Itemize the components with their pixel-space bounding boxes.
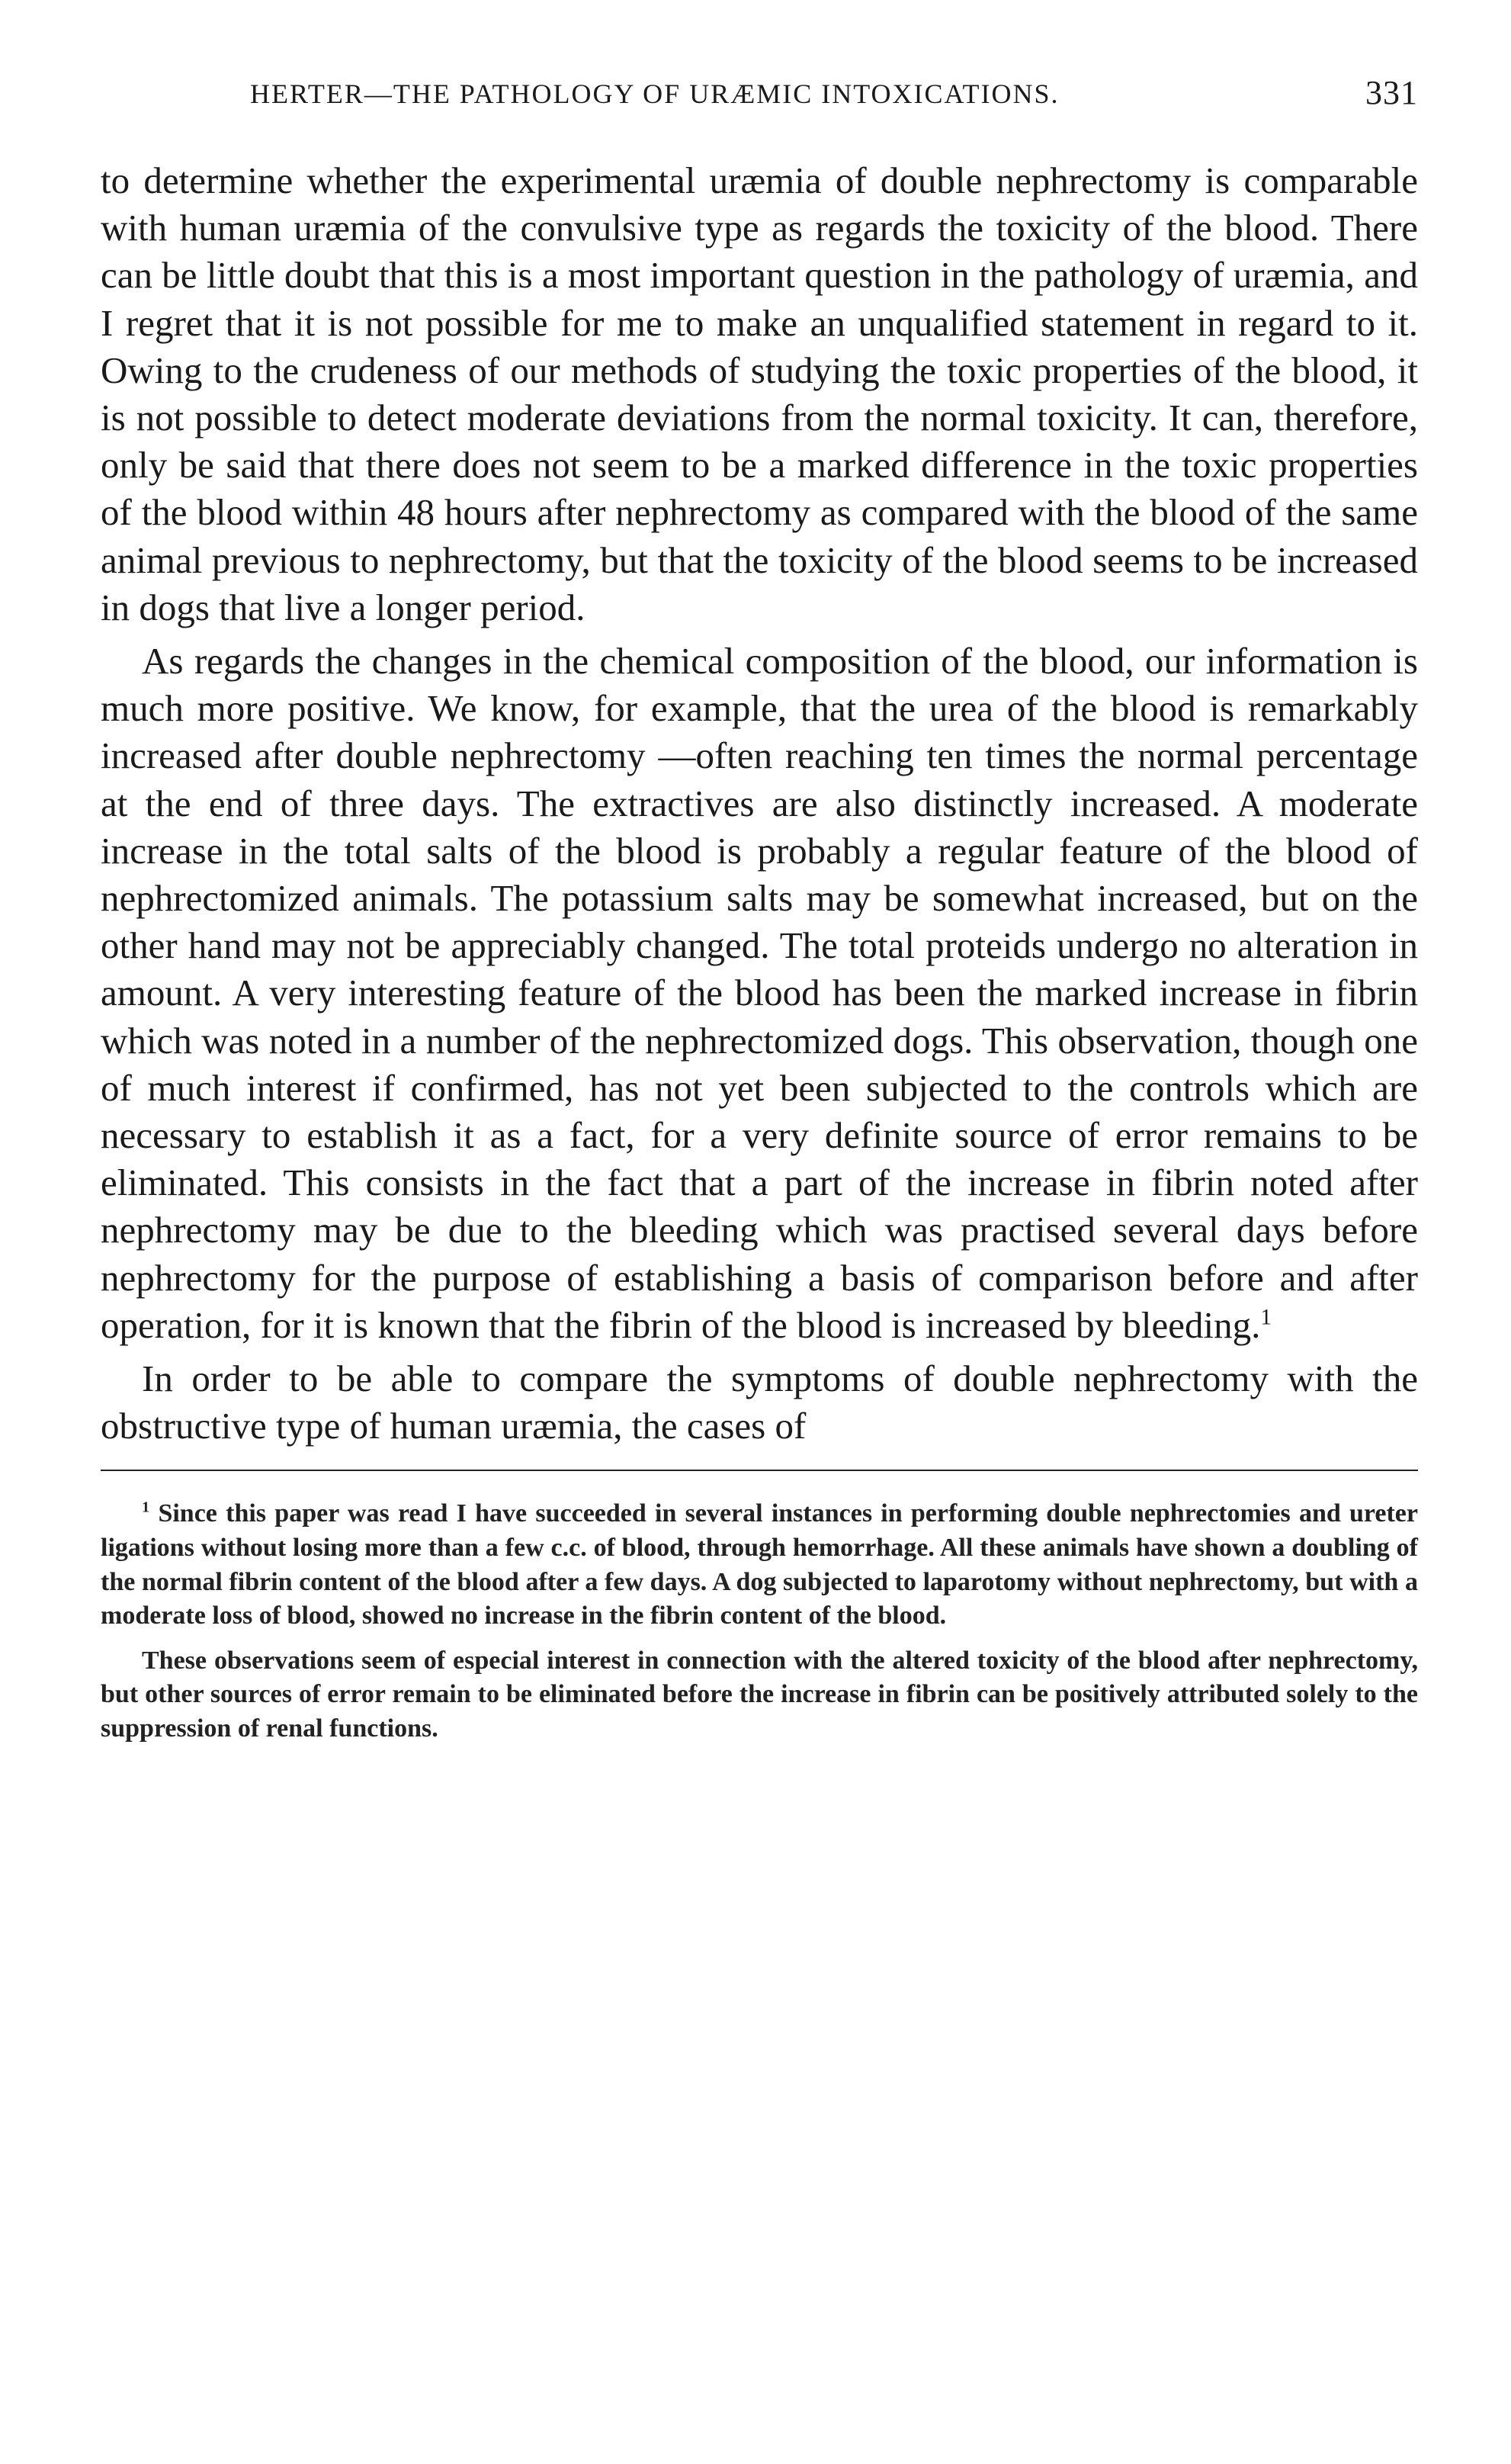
footnote-marker: 1 (142, 1499, 150, 1517)
footnote: $^1$ Since this paper was read I have succeeded in several instances in performing double nephrectomies and ureter ligations without losing more than a few c.c. of blood, through hemorrhage. All these animals have shown a doubling of the normal fibrin content of the blood after a few days. A dog subjected to laparotomy without nephrectomy, but with a moderate loss of blood, showed no increase in the fibrin content of the blood. (101, 1499, 1418, 1630)
footnotes (101, 1497, 1418, 1746)
footnote-continuation: These observations seem of especial interest in connection with the altered toxicity of the blood after nephrectomy, but other sources of error remain to be eliminated before the increase in fibrin can be positively attributed solely to the suppression of renal functions. (101, 1646, 1418, 1743)
footnote-divider (101, 1470, 1418, 1471)
page (101, 73, 1418, 1746)
body-paragraph: As regards the changes in the chemical composition of the blood, our information is much more positive. We know, for example, that the urea of the blood is remarkably increased after double nephrectomy —often reaching ten times the normal percentage at the end of three days. The extractives are also distinctly increased. A moderate increase in the total salts of the blood is probably a regular feature of the blood of nephrectomized animals. The potassium salts may be somewhat increased, but on the other hand may not be appreciably changed. The total proteids undergo no alteration in amount. A very interesting feature of the blood has been the marked increase in fibrin which was noted in a number of the nephrectomized dogs. This observation, though one of much interest if confirmed, has not yet been subjected to the controls which are necessary to establish it as a fact, for a very definite source of error remains to be eliminated. This consists in the fact that a part of the increase in fibrin noted after nephrectomy may be due to the bleeding which was practised several days before nephrectomy for the purpose of establishing a basis of comparison before and after operation, for it is known that the fibrin of the blood is increased by bleeding.$^1$ (101, 640, 1418, 1346)
body-paragraph: In order to be able to compare the symptoms of double nephrectomy with the obstructive type of human uræmia, the cases of (101, 1357, 1418, 1447)
footnote-reference: 1 (1260, 1305, 1272, 1330)
body-text (101, 157, 1418, 1450)
body-paragraph: to determine whether the experimental uræmia of double nephrectomy is comparable with human uræmia of the convulsive type as regards the toxicity of the blood. There can be little doubt that this is a most important question in the pathology of uræmia, and I regret that it is not possible for me to make an unqualified statement in regard to it. Owing to the crudeness of our methods of studying the toxic properties of the blood, it is not possible to detect moderate deviations from the normal toxicity. It can, therefore, only be said that there does not seem to be a marked difference in the toxic properties of the blood within 48 hours after nephrectomy as compared with the blood of the same animal previous to nephrectomy, but that the toxicity of the blood seems to be increased in dogs that live a longer period. (101, 159, 1418, 628)
running-header (101, 73, 1418, 122)
page-number: 331 (1365, 74, 1418, 111)
running-title: HERTER—THE PATHOLOGY OF URÆMIC INTOXICATIONS. (250, 79, 1060, 109)
